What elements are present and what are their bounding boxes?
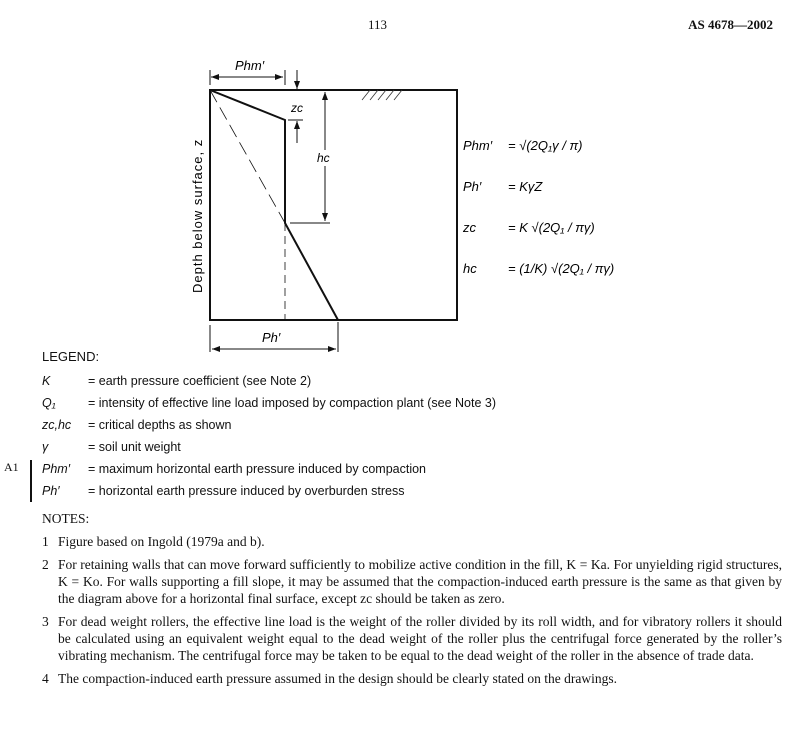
legend-item: Ph′ = horizontal earth pressure induced by overburden stress — [42, 484, 405, 498]
note-item: 4 The compaction-induced earth pressure assumed in the design should be clearly stated on the drawings. — [42, 671, 617, 686]
note-item: 2 For retaining walls that can move forward sufficiently to mobilize active condition in the fill, K = Ka. For unyielding rigid structures, K = Ko. For walls supporting a fill slope, it may be assumed that the compaction-induced earth pressure is the same as that given by the diagram above for a horizontal final surface, except zc should be taken as zero. — [42, 557, 782, 606]
compaction-pressure-line — [210, 90, 338, 320]
equation-rhs: = √(2Q₁γ / π) — [508, 138, 583, 153]
notes-title: NOTES: — [42, 511, 90, 526]
legend-item: K = earth pressure coefficient (see Note 2) — [42, 374, 312, 388]
legend-item: zc,hc = critical depths as shown — [42, 418, 232, 432]
legend-item: γ = soil unit weight — [42, 440, 181, 454]
earth-pressure-diagram — [0, 0, 800, 360]
amendment-mark: A1 — [4, 460, 19, 474]
page-number: 113 — [368, 17, 388, 32]
label-zc: zc — [291, 101, 303, 115]
wall-box — [210, 90, 457, 320]
legend-item: Phm′ = maximum horizontal earth pressure induced by compaction — [42, 462, 427, 476]
label-ph: Ph′ — [262, 330, 281, 345]
equation-rhs: = K √(2Q₁ / πγ) — [508, 220, 595, 235]
notes-section — [42, 510, 782, 693]
equation-rhs: = KγZ — [508, 179, 543, 194]
legend-title: LEGEND: — [42, 349, 100, 364]
equation-rhs: = (1/K) √(2Q₁ / πγ) — [508, 261, 615, 276]
equation-lhs: hc — [463, 261, 477, 276]
equation-lhs: Ph′ — [463, 179, 482, 194]
note-item: 3 For dead weight rollers, the effective line load is the weight of the roller divided by its roll width, and for vibratory rollers it should be calculated using an equivalent weight equal to the dead weight of the roller plus the centrifugal force generated by the roller’s vibrating mechanism. The centrifugal force may be taken to be equal to the dead weight of the roller in the absence of trade data. — [42, 614, 782, 663]
equation-lhs: Phm′ — [463, 138, 493, 153]
equation-lhs: zc — [463, 220, 476, 235]
depth-axis-label: Depth below surface, z — [190, 138, 205, 293]
overburden-pressure-dashed — [210, 90, 285, 223]
label-phm: Phm′ — [235, 58, 265, 73]
note-item: 1 Figure based on Ingold (1979a and b). — [42, 534, 265, 549]
ground-hatch-icon — [362, 90, 402, 100]
standard-code: AS 4678—2002 — [688, 17, 773, 32]
label-hc: hc — [317, 151, 330, 165]
amendment-bar — [30, 460, 32, 502]
legend-item: Q₁ = intensity of effective line load imposed by compaction plant (see Note 3) — [42, 396, 496, 410]
